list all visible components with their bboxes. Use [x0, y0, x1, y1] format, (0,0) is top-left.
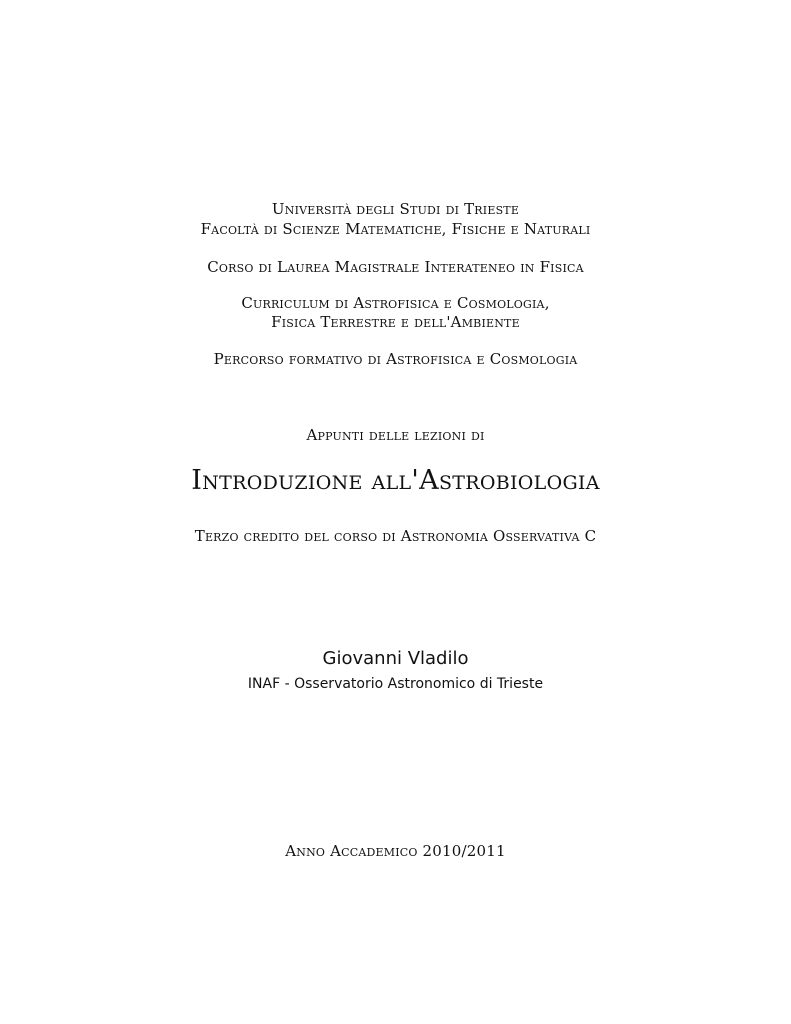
notes-intro: Appunti delle lezioni di [306, 426, 485, 444]
university-name: Università degli Studi di Trieste [271, 200, 520, 218]
degree-course: Corso di Laurea Magistrale Interateneo in Fisica [207, 258, 584, 276]
curriculum-line-1: Curriculum di Astrofisica e Cosmologia, [241, 294, 550, 312]
document-title: Introduzione all'Astrobiologia [191, 465, 600, 496]
author-affiliation: INAF - Osservatorio Astronomico di Trieste [247, 676, 544, 692]
document-subtitle: Terzo credito del corso di Astronomia Osservativa C [194, 527, 597, 545]
training-path: Percorso formativo di Astrofisica e Cosmologia [213, 350, 578, 368]
faculty-name: Facoltà di Scienze Matematiche, Fisiche e Naturali [200, 220, 591, 238]
academic-year: Anno Accademico 2010/2011 [285, 842, 506, 860]
author-name: Giovanni Vladilo [322, 648, 469, 669]
curriculum-line-2: Fisica Terrestre e dell'Ambiente [271, 313, 520, 331]
